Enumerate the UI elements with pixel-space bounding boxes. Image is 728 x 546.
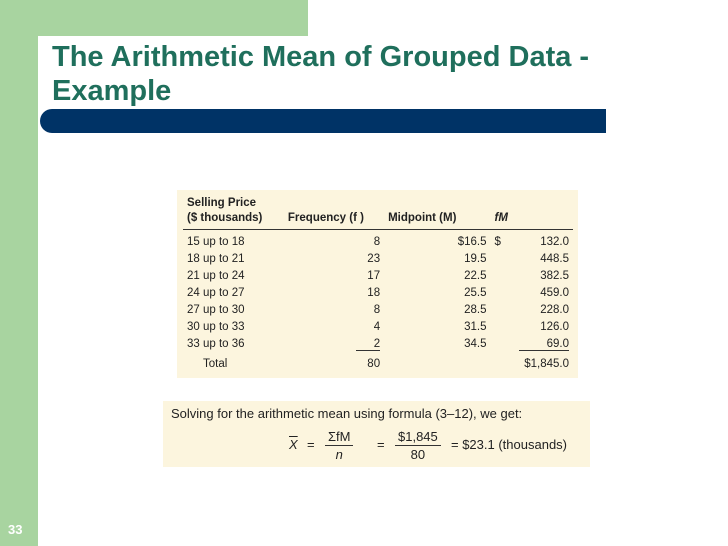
left-green-band: [0, 0, 38, 546]
slide-title: The Arithmetic Mean of Grouped Data - Example: [52, 41, 590, 107]
header-midpoint: Midpoint (M): [384, 211, 490, 230]
row-midpoint: 31.5: [464, 321, 487, 333]
table-row: [183, 251, 573, 268]
mean-formula: [289, 428, 589, 466]
table-row: [183, 336, 573, 353]
row-price: 33 up to 36: [187, 338, 245, 350]
equals-sign-2: =: [377, 437, 385, 452]
header-fm: fM: [491, 211, 574, 230]
equals-sign-1: =: [307, 437, 315, 452]
total-fm: $1,845.0: [524, 358, 569, 370]
header-price-line1: Selling Price: [187, 197, 257, 209]
row-midpoint: 25.5: [464, 287, 487, 299]
fm-value: 132.0: [540, 236, 569, 248]
table-row: [183, 268, 573, 285]
table-total-row: [183, 353, 573, 373]
row-frequency: 18: [367, 287, 381, 299]
fraction-values: [395, 428, 441, 463]
formula-intro: Solving for the arithmetic mean using formula (3–12), we get:: [171, 406, 523, 421]
row-midpoint: 34.5: [464, 338, 487, 350]
fm-prefix: $: [494, 236, 501, 248]
row-frequency: 23: [367, 253, 381, 265]
fraction-denominator: 80: [410, 447, 426, 462]
fraction-denominator: n: [335, 447, 343, 462]
formula-result: = $23.1 (thousands): [451, 437, 567, 452]
header-frequency: Frequency (f ): [284, 211, 384, 230]
total-label: Total: [203, 358, 228, 370]
row-fm: 448.5: [540, 253, 569, 265]
row-midpoint: 28.5: [464, 304, 487, 316]
row-fm: 382.5: [540, 270, 569, 282]
table-row: [183, 319, 573, 336]
row-fm: 69.0: [491, 336, 574, 353]
x-bar-symbol: $\overline{X}$: [289, 437, 298, 452]
title-underline-bar: [40, 109, 606, 133]
slide-number: 33: [8, 522, 23, 537]
frequency-table: [183, 196, 573, 373]
row-frequency: 8: [373, 236, 381, 248]
row-price: 15 up to 18: [187, 236, 245, 248]
row-price: 24 up to 27: [187, 287, 245, 299]
row-price: 21 up to 24: [187, 270, 245, 282]
row-midpoint: 19.5: [464, 253, 487, 265]
top-green-band: [0, 0, 308, 36]
row-midpoint: $16.5: [457, 236, 487, 248]
row-fm: [491, 230, 574, 252]
row-frequency: 4: [373, 321, 381, 333]
table-row: [183, 230, 573, 252]
fraction-sum-fm-over-n: [325, 428, 353, 463]
row-price: 18 up to 21: [187, 253, 245, 265]
row-price: 27 up to 30: [187, 304, 245, 316]
row-fm: 459.0: [540, 287, 569, 299]
row-fm: 126.0: [540, 321, 569, 333]
row-frequency: 17: [367, 270, 381, 282]
row-fm: 228.0: [540, 304, 569, 316]
formula-box: [163, 401, 590, 467]
fraction-numerator: ΣfM: [325, 428, 353, 446]
total-frequency: 80: [367, 358, 381, 370]
table-row: [183, 302, 573, 319]
frequency-table-box: [177, 190, 578, 378]
row-midpoint: 22.5: [464, 270, 487, 282]
table-row: [183, 285, 573, 302]
row-frequency: 2: [284, 336, 384, 353]
row-price: 30 up to 33: [187, 321, 245, 333]
fraction-numerator: $1,845: [395, 428, 441, 446]
row-frequency: 8: [373, 304, 381, 316]
header-price-line2: ($ thousands): [183, 211, 284, 230]
